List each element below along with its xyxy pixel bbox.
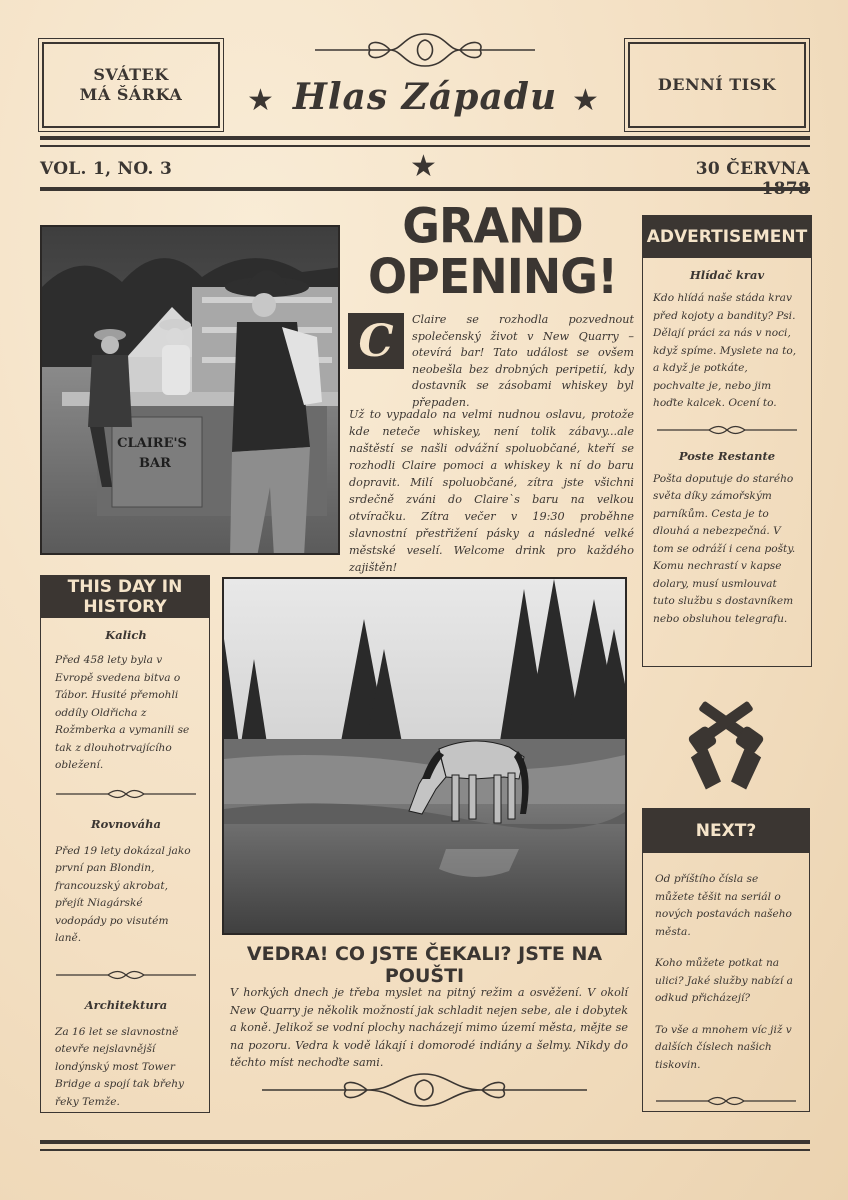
footer-rule [40, 1140, 810, 1144]
top-flourish-ornament [310, 28, 540, 76]
header-rule [40, 145, 810, 147]
next-paragraph: To vše a mnohem víc již v dalších číslech našich tiskovin. [655, 1023, 792, 1071]
next-box [642, 808, 810, 1112]
header-rule [40, 136, 810, 140]
next-heading: NEXT? [643, 809, 809, 853]
horse-photo [222, 577, 627, 935]
divider-ornament [55, 787, 197, 801]
history-heading: THIS DAY IN HISTORY [41, 576, 209, 618]
history-box [40, 575, 210, 1113]
next-paragraph: Koho můžete potkat na ulici? Jaké služby nabízí a odkud přicházejí? [655, 957, 793, 1004]
crossed-revolvers-icon [676, 682, 776, 792]
history-item-title: Kalich [105, 628, 147, 642]
star-icon: ★ [410, 149, 437, 184]
issue-date: 30 ČERVNA [695, 159, 810, 179]
drop-cap: C [348, 313, 404, 369]
footer-rule [40, 1149, 810, 1151]
second-article-body: V horkých dnech je třeba myslet na pitný režim a osvěžení. V okolí New Quarry je několik možností jak schladit nejen sebe, ale i dobytek a koně. Jelikož se vodní plochy nacházejí mimo území města, mějte se na pozoru. Vedra k vodě lákají i domorodé indiány a šelmy. Nikdy do těchto míst nechoďte sami. [230, 986, 628, 1069]
ad-item-text: Kdo hlídá naše stáda krav před kojoty a bandity? Psi. Dělají práci za nás v noci, když spíme. Myslete na to, a když je potkáte, pochvalte je, nebo jim hoďte kalcek. Ocení to. [653, 292, 797, 409]
star-icon: ★ [572, 83, 599, 118]
name-day-box [42, 42, 220, 128]
history-item-text: Před 19 lety dokázal jako první pan Blondin, francouzský akrobat, přejít Niagárské vodopády po visutém laně. [55, 844, 191, 944]
main-headline [355, 197, 630, 305]
bottom-flourish-ornament [262, 1068, 587, 1112]
bar-photo [40, 225, 340, 555]
name-day-text: SVÁTEK MÁ ŠÁRKA [79, 65, 183, 104]
history-item-text: Za 16 let se slavnostně otevře nejslavnější londýnský most Tower Bridge a spojí tak břehy řeky Temže. [55, 1025, 185, 1108]
divider-ornament [55, 968, 197, 982]
advertisement-heading: ADVERTISEMENT [643, 216, 811, 258]
ad-item-title: Hlídač krav [689, 268, 765, 282]
next-paragraph: Od příštího čísla se můžete těšit na seriál o nových postavách našeho města. [655, 873, 792, 938]
svg-text:BAR: BAR [139, 456, 171, 471]
newspaper-title: Hlas Západu [292, 76, 558, 118]
ad-item-title: Poste Restante [678, 448, 776, 463]
advertisement-box [642, 215, 812, 667]
header-rule [40, 187, 810, 191]
main-article-lead: Claire se rozhodla pozvednout společenský život v New Quarry – otevírá bar! Tato událost se ovšem neobešla bez drobných peripetií, kdy dostavník se zásobami whiskey byl přepaden. [412, 313, 634, 409]
volume-number: VOL. 1, NO. 3 [40, 159, 173, 179]
daily-press-box [628, 42, 806, 128]
divider-ornament [655, 1094, 797, 1108]
history-item-title: Architektura [84, 997, 168, 1012]
history-item-text: Před 458 lety byla v Evropě svedena bitva o Tábor. Husité přemohli oddíly Oldřicha z Rožmberka a vymanili se tak z dlouhotrvajícího obležení. [55, 654, 190, 771]
main-headline-line2: OPENING! [367, 247, 618, 305]
bar-sign-text: CLAIRE'S [117, 436, 187, 451]
second-article-headline: VEDRA! CO JSTE ČEKALI? JSTE NA POUŠTI [246, 943, 603, 987]
ad-item-text: Pošta doputuje do starého světa díky zámořským parníkům. Cesta je to dlouhá a nebezpečná. V tom se odráží i cena pošty. Komu nechrastí v kapse dolary, musí usmlouvat tuto službu s dostavníkem nebo obsluhou telegrafu. [653, 472, 796, 625]
main-article-body: Už to vypadalo na velmi nudnou oslavu, protože kde neteče whiskey, není tolik zábavy...ale naštěstí se našli odvážní spoluobčané, kteří se rozhodli Claire pomoci a whiskey k ní do baru dopravit. Milí spoluobčané, zítra jste všichni srdečně zváni do Claire`s baru na velkou otvíračku. Zítra večer v 19:30 proběhne slavnostní přestřižení pásky a následné velké městské veselí. Welcome drink pro každého zajištěn! [349, 408, 634, 574]
history-item-title: Rovnováha [91, 816, 161, 831]
daily-press-text: DENNÍ TISK [657, 75, 777, 94]
main-headline-line1: GRAND [402, 197, 583, 255]
star-icon: ★ [247, 83, 274, 118]
divider-ornament [653, 423, 801, 437]
